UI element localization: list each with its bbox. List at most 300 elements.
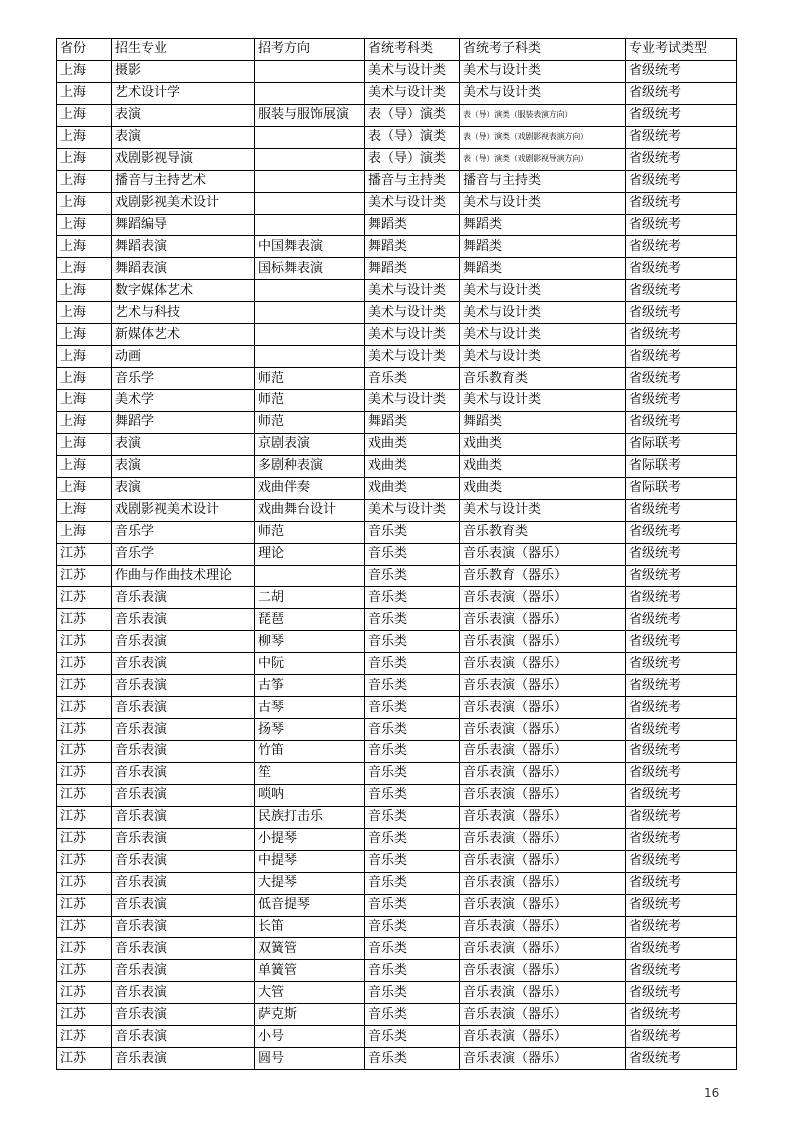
cell-exam-subcategory: 音乐表演（器乐） [460,872,626,894]
cell-province: 上海 [57,455,112,477]
cell-exam-type: 省级统考 [626,762,737,784]
cell-direction: 单簧管 [255,960,365,982]
cell-exam-subcategory: 音乐表演（器乐） [460,543,626,565]
cell-province: 江苏 [57,1004,112,1026]
cell-province: 江苏 [57,982,112,1004]
cell-province: 上海 [57,104,112,126]
cell-exam-subcategory: 美术与设计类 [460,192,626,214]
cell-major: 音乐表演 [112,1026,255,1048]
cell-exam-type: 省级统考 [626,784,737,806]
cell-major: 音乐表演 [112,850,255,872]
cell-direction [255,60,365,82]
cell-direction [255,302,365,324]
cell-exam-type: 省级统考 [626,1048,737,1070]
cell-exam-type: 省级统考 [626,258,737,280]
cell-major: 戏剧影视美术设计 [112,499,255,521]
cell-province: 上海 [57,433,112,455]
table-row [57,60,737,82]
cell-exam-type: 省级统考 [626,236,737,258]
cell-direction [255,148,365,170]
cell-major: 音乐表演 [112,609,255,631]
cell-exam-subcategory: 戏曲类 [460,477,626,499]
cell-exam-category: 音乐类 [365,806,460,828]
cell-province: 江苏 [57,587,112,609]
cell-direction: 小号 [255,1026,365,1048]
cell-exam-subcategory: 音乐表演（器乐） [460,894,626,916]
cell-major: 音乐表演 [112,587,255,609]
cell-province: 上海 [57,280,112,302]
cell-exam-type: 省级统考 [626,850,737,872]
cell-exam-subcategory: 表（导）演类（服装表演方向） [460,104,626,126]
cell-exam-subcategory: 音乐表演（器乐） [460,1004,626,1026]
cell-direction [255,192,365,214]
cell-direction: 京剧表演 [255,433,365,455]
cell-exam-subcategory: 美术与设计类 [460,60,626,82]
cell-major: 音乐表演 [112,762,255,784]
cell-major: 数字媒体艺术 [112,280,255,302]
cell-major: 摄影 [112,60,255,82]
cell-exam-subcategory: 音乐表演（器乐） [460,675,626,697]
cell-province: 江苏 [57,631,112,653]
cell-exam-category: 美术与设计类 [365,82,460,104]
cell-exam-category: 音乐类 [365,1004,460,1026]
header-major: 招生专业 [112,39,255,61]
cell-exam-type: 省级统考 [626,82,737,104]
cell-direction: 扬琴 [255,719,365,741]
cell-province: 江苏 [57,762,112,784]
cell-direction [255,565,365,587]
cell-exam-category: 音乐类 [365,916,460,938]
table-row [57,126,737,148]
cell-direction: 大提琴 [255,872,365,894]
cell-exam-category: 音乐类 [365,653,460,675]
cell-exam-type: 省际联考 [626,433,737,455]
table-row [57,477,737,499]
cell-province: 上海 [57,192,112,214]
header-direction: 招考方向 [255,39,365,61]
cell-province: 江苏 [57,828,112,850]
cell-exam-category: 音乐类 [365,872,460,894]
cell-exam-category: 音乐类 [365,741,460,763]
table-body [57,60,737,1069]
cell-exam-subcategory: 音乐表演（器乐） [460,850,626,872]
cell-exam-type: 省级统考 [626,126,737,148]
cell-major: 音乐表演 [112,872,255,894]
cell-province: 江苏 [57,916,112,938]
cell-province: 江苏 [57,960,112,982]
table-row [57,346,737,368]
cell-exam-category: 美术与设计类 [365,302,460,324]
cell-exam-type: 省级统考 [626,631,737,653]
cell-exam-category: 美术与设计类 [365,192,460,214]
cell-province: 江苏 [57,565,112,587]
cell-exam-type: 省级统考 [626,499,737,521]
cell-exam-category: 音乐类 [365,675,460,697]
cell-major: 舞蹈学 [112,411,255,433]
cell-exam-category: 表（导）演类 [365,148,460,170]
cell-province: 上海 [57,148,112,170]
cell-exam-subcategory: 表（导）演类（戏剧影视表演方向） [460,126,626,148]
cell-direction: 中国舞表演 [255,236,365,258]
table-row [57,236,737,258]
cell-exam-category: 播音与主持类 [365,170,460,192]
cell-province: 江苏 [57,653,112,675]
cell-province: 上海 [57,170,112,192]
cell-province: 江苏 [57,609,112,631]
cell-major: 音乐表演 [112,675,255,697]
cell-direction [255,324,365,346]
cell-exam-subcategory: 音乐表演（器乐） [460,719,626,741]
cell-exam-type: 省级统考 [626,368,737,390]
cell-direction: 民族打击乐 [255,806,365,828]
table-row [57,741,737,763]
cell-direction: 师范 [255,411,365,433]
cell-exam-type: 省级统考 [626,916,737,938]
cell-major: 表演 [112,433,255,455]
cell-exam-subcategory: 美术与设计类 [460,82,626,104]
cell-exam-category: 音乐类 [365,609,460,631]
cell-province: 江苏 [57,784,112,806]
cell-exam-subcategory: 美术与设计类 [460,324,626,346]
table-row [57,806,737,828]
cell-exam-type: 省级统考 [626,192,737,214]
cell-exam-subcategory: 美术与设计类 [460,302,626,324]
cell-exam-category: 美术与设计类 [365,60,460,82]
cell-exam-subcategory: 美术与设计类 [460,499,626,521]
cell-exam-type: 省级统考 [626,324,737,346]
cell-exam-subcategory: 美术与设计类 [460,390,626,412]
cell-exam-type: 省级统考 [626,982,737,1004]
header-exam-type: 专业考试类型 [626,39,737,61]
table-row [57,653,737,675]
cell-province: 上海 [57,390,112,412]
cell-exam-type: 省级统考 [626,170,737,192]
cell-exam-type: 省级统考 [626,346,737,368]
cell-exam-type: 省级统考 [626,741,737,763]
table-row [57,411,737,433]
cell-direction: 戏曲伴奏 [255,477,365,499]
cell-major: 音乐学 [112,368,255,390]
cell-province: 上海 [57,214,112,236]
cell-direction [255,82,365,104]
cell-direction: 理论 [255,543,365,565]
cell-exam-category: 戏曲类 [365,477,460,499]
cell-direction: 竹笛 [255,741,365,763]
cell-exam-subcategory: 音乐表演（器乐） [460,609,626,631]
cell-exam-subcategory: 音乐表演（器乐） [460,960,626,982]
cell-exam-subcategory: 舞蹈类 [460,236,626,258]
cell-direction [255,280,365,302]
cell-direction: 小提琴 [255,828,365,850]
cell-exam-subcategory: 音乐表演（器乐） [460,762,626,784]
cell-province: 江苏 [57,850,112,872]
cell-exam-type: 省级统考 [626,280,737,302]
cell-exam-category: 戏曲类 [365,433,460,455]
table-row [57,828,737,850]
cell-exam-subcategory: 戏曲类 [460,455,626,477]
table-row [57,170,737,192]
cell-major: 音乐表演 [112,719,255,741]
cell-exam-category: 戏曲类 [365,455,460,477]
cell-major: 音乐表演 [112,1004,255,1026]
table-row [57,916,737,938]
cell-major: 舞蹈表演 [112,236,255,258]
cell-exam-type: 省级统考 [626,697,737,719]
cell-exam-category: 音乐类 [365,894,460,916]
cell-exam-category: 音乐类 [365,982,460,1004]
cell-exam-subcategory: 音乐表演（器乐） [460,828,626,850]
cell-exam-type: 省际联考 [626,455,737,477]
cell-exam-type: 省级统考 [626,60,737,82]
cell-province: 上海 [57,499,112,521]
cell-exam-type: 省级统考 [626,390,737,412]
table-row [57,784,737,806]
cell-direction: 中提琴 [255,850,365,872]
cell-direction: 笙 [255,762,365,784]
cell-major: 表演 [112,477,255,499]
cell-direction [255,346,365,368]
cell-exam-type: 省级统考 [626,1004,737,1026]
cell-direction: 低音提琴 [255,894,365,916]
cell-exam-subcategory: 音乐表演（器乐） [460,631,626,653]
cell-direction: 琵琶 [255,609,365,631]
table-row [57,719,737,741]
table-row [57,499,737,521]
cell-exam-type: 省级统考 [626,806,737,828]
table-row [57,872,737,894]
cell-exam-category: 音乐类 [365,521,460,543]
cell-province: 上海 [57,126,112,148]
cell-exam-subcategory: 舞蹈类 [460,411,626,433]
table-row [57,894,737,916]
cell-major: 新媒体艺术 [112,324,255,346]
cell-direction: 柳琴 [255,631,365,653]
cell-exam-category: 表（导）演类 [365,126,460,148]
cell-province: 江苏 [57,697,112,719]
cell-exam-subcategory: 美术与设计类 [460,346,626,368]
cell-province: 上海 [57,60,112,82]
cell-exam-subcategory: 音乐表演（器乐） [460,982,626,1004]
table-row [57,390,737,412]
table-row [57,850,737,872]
cell-exam-type: 省级统考 [626,894,737,916]
cell-major: 音乐表演 [112,916,255,938]
cell-province: 上海 [57,258,112,280]
cell-province: 江苏 [57,543,112,565]
cell-province: 上海 [57,82,112,104]
cell-major: 音乐表演 [112,653,255,675]
cell-province: 上海 [57,411,112,433]
cell-province: 上海 [57,324,112,346]
cell-direction [255,170,365,192]
cell-exam-category: 音乐类 [365,631,460,653]
cell-direction: 古琴 [255,697,365,719]
table-row [57,631,737,653]
table-row [57,675,737,697]
cell-major: 动画 [112,346,255,368]
cell-exam-subcategory: 舞蹈类 [460,214,626,236]
table-row [57,982,737,1004]
enrollment-table [56,38,737,1070]
table-row [57,565,737,587]
cell-exam-subcategory: 音乐表演（器乐） [460,741,626,763]
table-row [57,697,737,719]
cell-major: 音乐表演 [112,828,255,850]
table-row [57,960,737,982]
cell-province: 上海 [57,368,112,390]
table-row [57,587,737,609]
header-exam-category: 省统考科类 [365,39,460,61]
table-row [57,324,737,346]
cell-province: 江苏 [57,675,112,697]
cell-major: 美术学 [112,390,255,412]
cell-direction: 萨克斯 [255,1004,365,1026]
cell-major: 表演 [112,126,255,148]
cell-major: 舞蹈编导 [112,214,255,236]
table-row [57,302,737,324]
cell-direction: 师范 [255,521,365,543]
cell-province: 江苏 [57,872,112,894]
cell-exam-category: 表（导）演类 [365,104,460,126]
cell-province: 江苏 [57,938,112,960]
cell-exam-subcategory: 音乐教育类 [460,368,626,390]
cell-major: 音乐表演 [112,806,255,828]
cell-direction: 长笛 [255,916,365,938]
cell-exam-type: 省级统考 [626,411,737,433]
cell-exam-category: 音乐类 [365,697,460,719]
cell-exam-subcategory: 音乐表演（器乐） [460,916,626,938]
cell-exam-type: 省级统考 [626,828,737,850]
cell-major: 戏剧影视导演 [112,148,255,170]
table-row [57,1004,737,1026]
cell-direction: 双簧管 [255,938,365,960]
cell-province: 上海 [57,236,112,258]
cell-exam-type: 省级统考 [626,1026,737,1048]
table-row [57,368,737,390]
cell-exam-type: 省级统考 [626,104,737,126]
cell-direction: 多剧种表演 [255,455,365,477]
cell-direction [255,126,365,148]
table-row [57,609,737,631]
cell-province: 江苏 [57,741,112,763]
cell-direction: 服装与服饰展演 [255,104,365,126]
cell-exam-category: 音乐类 [365,850,460,872]
cell-exam-subcategory: 音乐表演（器乐） [460,938,626,960]
cell-exam-subcategory: 表（导）演类（戏剧影视导演方向） [460,148,626,170]
cell-direction: 二胡 [255,587,365,609]
cell-exam-category: 音乐类 [365,960,460,982]
table-row [57,938,737,960]
cell-major: 音乐表演 [112,784,255,806]
table-row [57,280,737,302]
cell-direction: 古筝 [255,675,365,697]
cell-exam-type: 省级统考 [626,675,737,697]
cell-province: 上海 [57,346,112,368]
cell-exam-type: 省级统考 [626,148,737,170]
cell-exam-type: 省级统考 [626,214,737,236]
cell-exam-subcategory: 舞蹈类 [460,258,626,280]
cell-province: 江苏 [57,719,112,741]
cell-exam-type: 省际联考 [626,477,737,499]
cell-exam-category: 音乐类 [365,543,460,565]
table-row [57,214,737,236]
cell-major: 艺术设计学 [112,82,255,104]
cell-province: 江苏 [57,894,112,916]
cell-major: 音乐学 [112,543,255,565]
cell-exam-category: 美术与设计类 [365,390,460,412]
cell-exam-subcategory: 播音与主持类 [460,170,626,192]
cell-province: 上海 [57,477,112,499]
table-row [57,521,737,543]
header-province: 省份 [57,39,112,61]
cell-direction: 大管 [255,982,365,1004]
cell-direction: 国标舞表演 [255,258,365,280]
cell-major: 作曲与作曲技术理论 [112,565,255,587]
table-row [57,1048,737,1070]
table-row [57,433,737,455]
cell-exam-type: 省级统考 [626,543,737,565]
cell-exam-category: 舞蹈类 [365,236,460,258]
cell-province: 江苏 [57,1048,112,1070]
cell-exam-subcategory: 音乐表演（器乐） [460,1048,626,1070]
cell-exam-category: 音乐类 [365,938,460,960]
table-row [57,455,737,477]
cell-province: 上海 [57,302,112,324]
cell-major: 艺术与科技 [112,302,255,324]
cell-province: 上海 [57,521,112,543]
table-row [57,543,737,565]
cell-exam-category: 音乐类 [365,784,460,806]
cell-exam-type: 省级统考 [626,521,737,543]
cell-exam-type: 省级统考 [626,653,737,675]
cell-exam-subcategory: 音乐教育（器乐） [460,565,626,587]
cell-direction: 师范 [255,368,365,390]
cell-exam-subcategory: 音乐表演（器乐） [460,653,626,675]
cell-exam-category: 美术与设计类 [365,324,460,346]
table-row [57,1026,737,1048]
cell-exam-subcategory: 戏曲类 [460,433,626,455]
cell-exam-category: 音乐类 [365,762,460,784]
cell-exam-category: 美术与设计类 [365,499,460,521]
cell-direction: 中阮 [255,653,365,675]
cell-exam-type: 省级统考 [626,872,737,894]
cell-major: 戏剧影视美术设计 [112,192,255,214]
cell-major: 音乐学 [112,521,255,543]
cell-exam-type: 省级统考 [626,609,737,631]
cell-exam-category: 美术与设计类 [365,280,460,302]
cell-major: 音乐表演 [112,938,255,960]
cell-exam-subcategory: 音乐表演（器乐） [460,1026,626,1048]
table-row [57,148,737,170]
cell-exam-category: 音乐类 [365,719,460,741]
cell-major: 表演 [112,104,255,126]
table-row [57,762,737,784]
cell-exam-subcategory: 音乐表演（器乐） [460,587,626,609]
cell-province: 江苏 [57,1026,112,1048]
page-number: 16 [704,1086,720,1100]
cell-direction [255,214,365,236]
cell-direction: 唢呐 [255,784,365,806]
header-exam-subcategory: 省统考子科类 [460,39,626,61]
cell-exam-subcategory: 美术与设计类 [460,280,626,302]
document-page [56,38,736,1070]
cell-major: 音乐表演 [112,894,255,916]
cell-direction: 圆号 [255,1048,365,1070]
cell-province: 江苏 [57,806,112,828]
cell-exam-category: 音乐类 [365,828,460,850]
cell-exam-type: 省级统考 [626,587,737,609]
cell-exam-category: 美术与设计类 [365,346,460,368]
